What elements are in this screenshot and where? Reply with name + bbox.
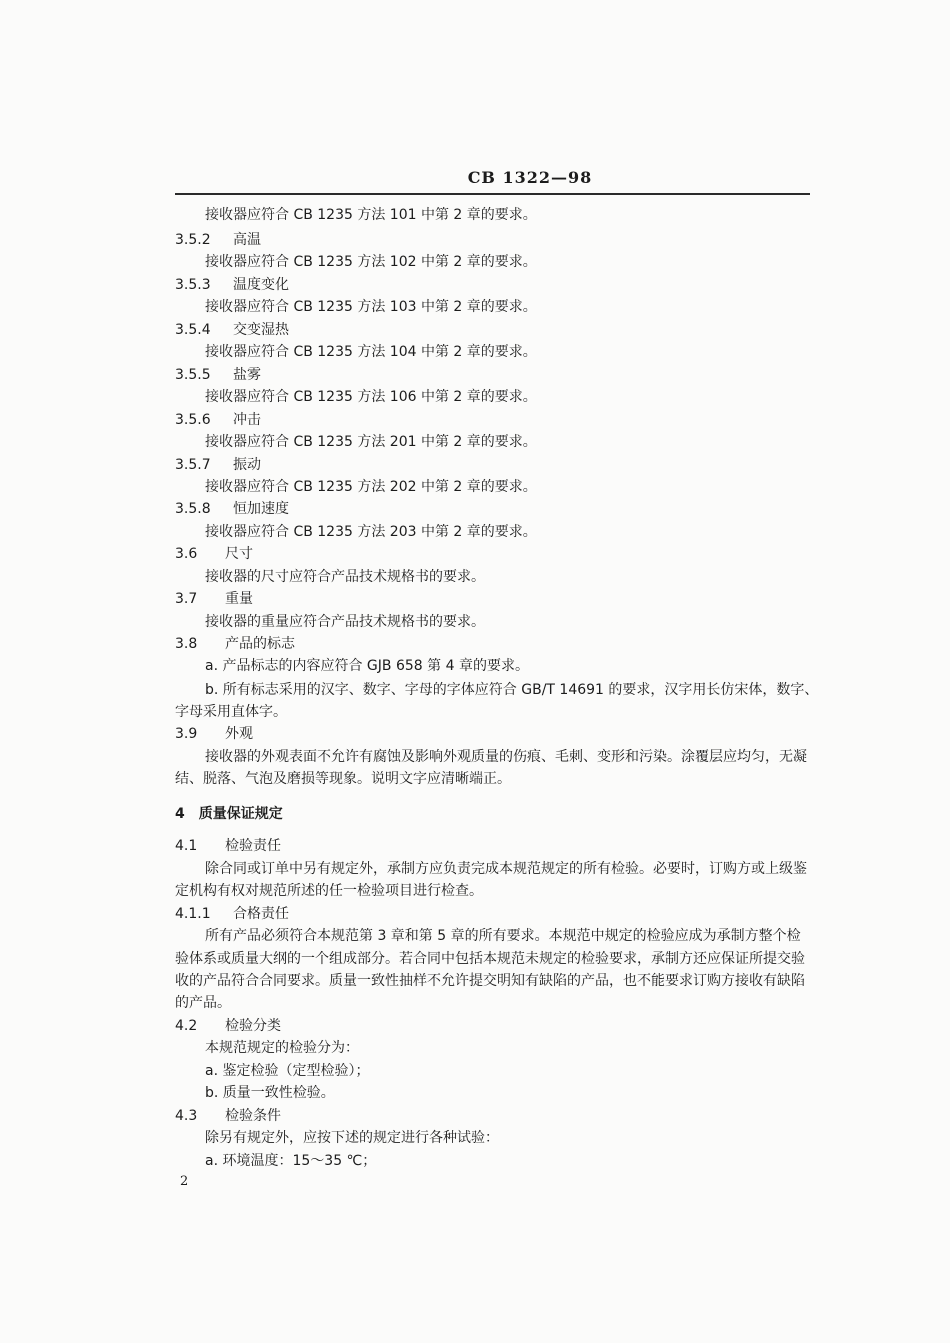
body-line: 本规范规定的检验分为： [205,1040,359,1056]
page-number: 2 [180,1174,189,1189]
clause-number: 3.5.2 [175,232,211,248]
clause-heading [175,905,289,923]
clause-title: 冲击 [233,412,261,428]
body-line: 接收器的重量应符合产品技术规格书的要求。 [205,614,485,630]
clause-title: 检验责任 [225,838,281,854]
clause-heading [175,321,289,339]
list-item: a. 环境温度：15～35 ℃； [205,1153,377,1169]
clause-number: 4.1 [175,838,198,854]
header-rule [175,193,810,195]
body-line: 接收器应符合 CB 1235 方法 104 中第 2 章的要求。 [205,344,537,360]
clause-heading [175,411,261,429]
clause-title: 温度变化 [233,277,289,293]
clause-title: 尺寸 [225,546,253,562]
list-item: b. 质量一致性检验。 [205,1085,335,1101]
clause-heading [175,456,261,474]
clause-number: 3.7 [175,591,198,607]
body-line: 验体系或质量大纲的一个组成部分。若合同中包括本规范未规定的检验要求，承制方还应保证所提交验 [175,951,805,967]
section-title: 质量保证规定 [198,806,283,822]
clause-number: 3.5.5 [175,367,211,383]
clause-number: 4.2 [175,1018,198,1034]
clause-title: 合格责任 [233,906,289,922]
clause-title: 产品的标志 [225,636,295,652]
body-line: 接收器的尺寸应符合产品技术规格书的要求。 [205,569,485,585]
clause-heading [175,837,281,855]
body-line: 的产品。 [175,995,231,1011]
clause-title: 检验条件 [225,1108,281,1124]
clause-number: 3.5.7 [175,457,211,473]
clause-number: 4.3 [175,1108,198,1124]
list-item: a. 产品标志的内容应符合 GJB 658 第 4 章的要求。 [205,658,529,674]
clause-heading [175,500,289,518]
clause-title: 高温 [233,232,261,248]
clause-number: 3.6 [175,546,198,562]
clause-title: 恒加速度 [233,501,289,517]
clause-title: 振动 [233,457,261,473]
clause-title: 交变湿热 [233,322,289,338]
body-line: 接收器应符合 CB 1235 方法 106 中第 2 章的要求。 [205,389,537,405]
body-line: 字母采用直体字。 [175,704,287,720]
clause-heading [175,725,253,743]
clause-heading [175,1017,281,1035]
body-line: 接收器应符合 CB 1235 方法 202 中第 2 章的要求。 [205,479,537,495]
clause-number: 3.5.3 [175,277,211,293]
body-line: 除另有规定外，应按下述的规定进行各种试验： [205,1130,499,1146]
body-line: 接收器应符合 CB 1235 方法 201 中第 2 章的要求。 [205,434,537,450]
clause-heading [175,231,261,249]
clause-number: 3.5.8 [175,501,211,517]
body-line: 所有产品必须符合本规范第 3 章和第 5 章的所有要求。本规范中规定的检验应成为承制方整个检 [205,928,801,944]
section-heading [175,805,283,823]
body-line: 接收器应符合 CB 1235 方法 101 中第 2 章的要求。 [205,207,537,223]
section-number: 4 [175,806,185,822]
clause-heading [175,590,253,608]
clause-title: 盐雾 [233,367,261,383]
clause-title: 重量 [225,591,253,607]
clause-number: 3.5.4 [175,322,211,338]
body-line: 定机构有权对规范所述的任一检验项目进行检查。 [175,883,483,899]
clause-number: 4.1.1 [175,906,211,922]
page-header [0,168,950,187]
body-line: 结、脱落、气泡及磨损等现象。说明文字应清晰端正。 [175,771,511,787]
clause-title: 检验分类 [225,1018,281,1034]
clause-heading [175,366,261,384]
body-line: 接收器应符合 CB 1235 方法 203 中第 2 章的要求。 [205,524,537,540]
body-line: 接收器应符合 CB 1235 方法 102 中第 2 章的要求。 [205,254,537,270]
clause-number: 3.8 [175,636,198,652]
list-item: b. 所有标志采用的汉字、数字、字母的字体应符合 GB/T 14691 的要求，汉字用长仿宋体，数字、 [205,682,819,698]
list-item: a. 鉴定检验（定型检验）； [205,1063,370,1079]
clause-title: 外观 [225,726,253,742]
body-line: 收的产品符合合同要求。质量一致性抽样不允许提交明知有缺陷的产品，也不能要求订购方接收有缺陷 [175,973,805,989]
clause-heading [175,545,253,563]
body-line: 接收器的外观表面不允许有腐蚀及影响外观质量的伤痕、毛刺、变形和污染。涂覆层应均匀，无凝 [205,749,807,765]
clause-heading [175,1107,281,1125]
body-line: 除合同或订单中另有规定外，承制方应负责完成本规范规定的所有检验。必要时，订购方或上级鉴 [205,861,807,877]
clause-heading [175,276,289,294]
clause-number: 3.5.6 [175,412,211,428]
document-code: CB 1322—98 [467,168,593,187]
clause-heading [175,635,295,653]
clause-number: 3.9 [175,726,198,742]
body-line: 接收器应符合 CB 1235 方法 103 中第 2 章的要求。 [205,299,537,315]
